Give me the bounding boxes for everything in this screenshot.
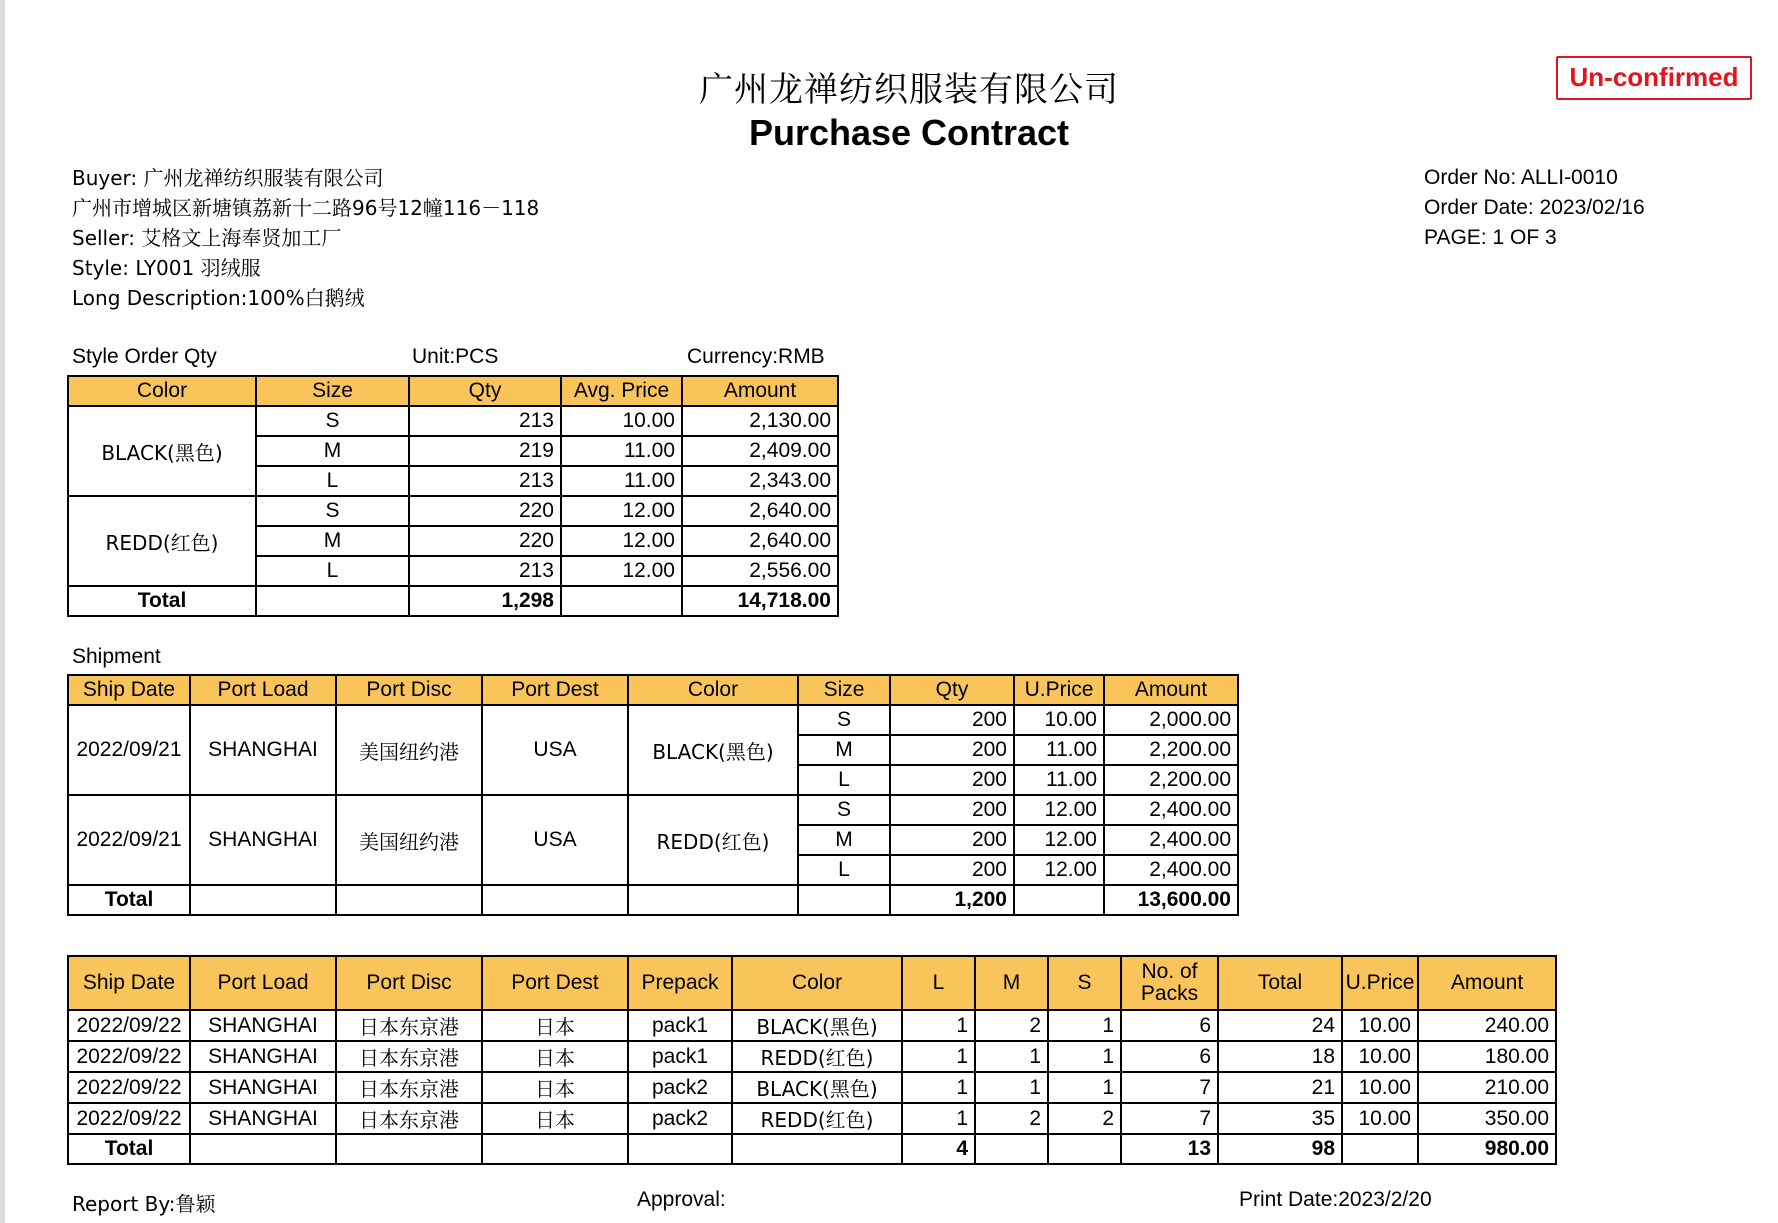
- port-dest-cell: 日本: [482, 1072, 628, 1103]
- amount-cell: 2,640.00: [682, 526, 838, 556]
- table-header-row: [68, 376, 838, 406]
- total-amount: 14,718.00: [682, 586, 838, 616]
- qty-cell: 220: [409, 496, 561, 526]
- column-header: Size: [798, 675, 890, 705]
- ship-date-cell: 2022/09/22: [68, 1041, 190, 1072]
- qty-cell: 219: [409, 436, 561, 466]
- empty-cell: [190, 1134, 336, 1164]
- qty-cell: 213: [409, 556, 561, 586]
- qty-cell: 200: [890, 795, 1014, 825]
- order-info: [1424, 163, 1645, 253]
- amount-cell: 2,400.00: [1104, 855, 1238, 885]
- total-cell: 18: [1218, 1041, 1342, 1072]
- page-number: PAGE: 1 OF 3: [1424, 226, 1557, 249]
- table-row: [68, 1103, 1556, 1134]
- long-description-line: Long Description:100%白鹅绒: [72, 286, 365, 310]
- empty-cell: [1342, 1134, 1418, 1164]
- table-header-row: [68, 956, 1556, 1010]
- amount-cell: 2,000.00: [1104, 705, 1238, 735]
- price-cell: 12.00: [561, 526, 682, 556]
- amount-cell: 2,640.00: [682, 496, 838, 526]
- page-edge: [0, 0, 5, 1223]
- qty-cell: 220: [409, 526, 561, 556]
- column-header: Amount: [682, 376, 838, 406]
- prepack-cell: pack2: [628, 1103, 732, 1134]
- price-cell: 12.00: [561, 556, 682, 586]
- table-row: [68, 496, 838, 526]
- column-header: Port Load: [190, 956, 336, 1010]
- port-disc-cell: 美国纽约港: [336, 795, 482, 885]
- size-cell: L: [256, 466, 409, 496]
- port-dest-cell: 日本: [482, 1010, 628, 1041]
- amount-cell: 180.00: [1418, 1041, 1556, 1072]
- size-cell: S: [798, 705, 890, 735]
- empty-cell: [190, 885, 336, 915]
- price-cell: 10.00: [1342, 1072, 1418, 1103]
- qty-cell: 200: [890, 735, 1014, 765]
- column-header: Qty: [890, 675, 1014, 705]
- price-cell: 11.00: [561, 466, 682, 496]
- packs-cell: 6: [1121, 1010, 1218, 1041]
- price-cell: 10.00: [1342, 1041, 1418, 1072]
- empty-cell: [628, 1134, 732, 1164]
- port-load-cell: SHANGHAI: [190, 1103, 336, 1134]
- total-row: [68, 885, 1238, 915]
- order-no: Order No: ALLI-0010: [1424, 166, 1618, 189]
- size-cell: S: [256, 496, 409, 526]
- packs-cell: 6: [1121, 1041, 1218, 1072]
- total-qty: 1,298: [409, 586, 561, 616]
- seller-line: Seller: 艾格文上海奉贤加工厂: [72, 226, 342, 250]
- column-header: Port Dest: [482, 956, 628, 1010]
- price-cell: 12.00: [1014, 795, 1104, 825]
- total-packs: 13: [1121, 1134, 1218, 1164]
- price-cell: 11.00: [1014, 765, 1104, 795]
- table-row: [68, 795, 1238, 825]
- prepack-table: [67, 955, 1557, 1165]
- empty-cell: [561, 586, 682, 616]
- ship-date-cell: 2022/09/22: [68, 1072, 190, 1103]
- ship-date-cell: 2022/09/21: [68, 705, 190, 795]
- color-cell: REDD(红色): [732, 1041, 902, 1072]
- l-cell: 1: [902, 1041, 975, 1072]
- column-header: Size: [256, 376, 409, 406]
- table-row: [68, 705, 1238, 735]
- amount-cell: 2,400.00: [1104, 795, 1238, 825]
- port-disc-cell: 美国纽约港: [336, 705, 482, 795]
- l-cell: 1: [902, 1072, 975, 1103]
- qty-cell: 200: [890, 705, 1014, 735]
- amount-cell: 2,130.00: [682, 406, 838, 436]
- color-cell: BLACK(黑色): [68, 406, 256, 496]
- s-cell: 1: [1048, 1041, 1121, 1072]
- port-disc-cell: 日本东京港: [336, 1010, 482, 1041]
- empty-cell: [798, 885, 890, 915]
- qty-cell: 213: [409, 406, 561, 436]
- amount-cell: 2,556.00: [682, 556, 838, 586]
- empty-cell: [1048, 1134, 1121, 1164]
- prepack-cell: pack2: [628, 1072, 732, 1103]
- port-load-cell: SHANGHAI: [190, 795, 336, 885]
- empty-cell: [732, 1134, 902, 1164]
- packs-cell: 7: [1121, 1072, 1218, 1103]
- address-line: 广州市增城区新塘镇荔新十二路96号12幢116－118: [72, 196, 540, 220]
- table-row: [68, 1041, 1556, 1072]
- m-cell: 2: [975, 1103, 1048, 1134]
- column-header: Color: [628, 675, 798, 705]
- empty-cell: [336, 885, 482, 915]
- price-cell: 10.00: [1014, 705, 1104, 735]
- ship-date-cell: 2022/09/22: [68, 1010, 190, 1041]
- column-header: Port Disc: [336, 956, 482, 1010]
- style-order-label: Style Order Qty: [72, 345, 217, 368]
- price-cell: 12.00: [561, 496, 682, 526]
- empty-cell: [975, 1134, 1048, 1164]
- m-cell: 1: [975, 1041, 1048, 1072]
- buyer-line: Buyer: 广州龙禅纺织服装有限公司: [72, 166, 384, 190]
- buyer-info: [72, 163, 539, 313]
- l-cell: 1: [902, 1103, 975, 1134]
- total-cell: 21: [1218, 1072, 1342, 1103]
- empty-cell: [628, 885, 798, 915]
- report-by: Report By:鲁颖: [72, 1192, 216, 1216]
- shipment-label: Shipment: [72, 645, 161, 668]
- column-header: S: [1048, 956, 1121, 1010]
- color-cell: REDD(红色): [628, 795, 798, 885]
- m-cell: 2: [975, 1010, 1048, 1041]
- unit-label: Unit:PCS: [412, 345, 499, 368]
- column-header: Port Dest: [482, 675, 628, 705]
- price-cell: 10.00: [1342, 1010, 1418, 1041]
- column-header: Ship Date: [68, 956, 190, 1010]
- color-cell: BLACK(黑色): [732, 1010, 902, 1041]
- m-cell: 1: [975, 1072, 1048, 1103]
- port-load-cell: SHANGHAI: [190, 705, 336, 795]
- column-header: M: [975, 956, 1048, 1010]
- column-header: U.Price: [1342, 956, 1418, 1010]
- empty-cell: [336, 1134, 482, 1164]
- price-cell: 11.00: [1014, 735, 1104, 765]
- column-header: Qty: [409, 376, 561, 406]
- port-load-cell: SHANGHAI: [190, 1072, 336, 1103]
- size-cell: M: [798, 825, 890, 855]
- print-date: Print Date:2023/2/20: [1239, 1188, 1432, 1211]
- empty-cell: [256, 586, 409, 616]
- port-disc-cell: 日本东京港: [336, 1072, 482, 1103]
- l-cell: 1: [902, 1010, 975, 1041]
- amount-cell: 2,409.00: [682, 436, 838, 466]
- size-cell: S: [256, 406, 409, 436]
- total-label: Total: [68, 1134, 190, 1164]
- column-header: Color: [732, 956, 902, 1010]
- amount-cell: 210.00: [1418, 1072, 1556, 1103]
- qty-cell: 200: [890, 825, 1014, 855]
- total-qty: 1,200: [890, 885, 1014, 915]
- size-cell: S: [798, 795, 890, 825]
- port-dest-cell: 日本: [482, 1041, 628, 1072]
- size-cell: M: [798, 735, 890, 765]
- column-header: Amount: [1104, 675, 1238, 705]
- prepack-cell: pack1: [628, 1010, 732, 1041]
- size-cell: L: [798, 855, 890, 885]
- total-l: 4: [902, 1134, 975, 1164]
- price-cell: 10.00: [1342, 1103, 1418, 1134]
- port-disc-cell: 日本东京港: [336, 1103, 482, 1134]
- price-cell: 11.00: [561, 436, 682, 466]
- total-cell: 24: [1218, 1010, 1342, 1041]
- shipment-table: [67, 674, 1239, 916]
- qty-cell: 200: [890, 765, 1014, 795]
- s-cell: 2: [1048, 1103, 1121, 1134]
- table-row: [68, 1010, 1556, 1041]
- status-badge: Un-confirmed: [1556, 56, 1752, 100]
- size-cell: L: [256, 556, 409, 586]
- empty-cell: [482, 885, 628, 915]
- empty-cell: [482, 1134, 628, 1164]
- company-name: 广州龙禅纺织服装有限公司: [699, 70, 1119, 110]
- amount-cell: 240.00: [1418, 1010, 1556, 1041]
- order-date: Order Date: 2023/02/16: [1424, 196, 1645, 219]
- empty-cell: [1014, 885, 1104, 915]
- color-cell: REDD(红色): [732, 1103, 902, 1134]
- style-line: Style: LY001 羽绒服: [72, 256, 261, 280]
- currency-label: Currency:RMB: [687, 345, 825, 368]
- column-header: Avg. Price: [561, 376, 682, 406]
- total-label: Total: [68, 885, 190, 915]
- total-amount: 980.00: [1418, 1134, 1556, 1164]
- column-header: Amount: [1418, 956, 1556, 1010]
- table-row: [68, 406, 838, 436]
- column-header: U.Price: [1014, 675, 1104, 705]
- port-dest-cell: 日本: [482, 1103, 628, 1134]
- column-header: Port Disc: [336, 675, 482, 705]
- amount-cell: 2,343.00: [682, 466, 838, 496]
- amount-cell: 2,200.00: [1104, 765, 1238, 795]
- ship-date-cell: 2022/09/21: [68, 795, 190, 885]
- qty-cell: 200: [890, 855, 1014, 885]
- table-header-row: [68, 675, 1238, 705]
- size-cell: M: [256, 436, 409, 466]
- color-cell: BLACK(黑色): [628, 705, 798, 795]
- total-row: [68, 586, 838, 616]
- column-header: Total: [1218, 956, 1342, 1010]
- size-cell: L: [798, 765, 890, 795]
- total-label: Total: [68, 586, 256, 616]
- total-row: [68, 1134, 1556, 1164]
- column-header: Color: [68, 376, 256, 406]
- packs-cell: 7: [1121, 1103, 1218, 1134]
- approval: Approval:: [637, 1188, 726, 1211]
- total-cell: 35: [1218, 1103, 1342, 1134]
- size-cell: M: [256, 526, 409, 556]
- port-load-cell: SHANGHAI: [190, 1010, 336, 1041]
- color-cell: REDD(红色): [68, 496, 256, 586]
- prepack-cell: pack1: [628, 1041, 732, 1072]
- port-load-cell: SHANGHAI: [190, 1041, 336, 1072]
- s-cell: 1: [1048, 1072, 1121, 1103]
- port-dest-cell: USA: [482, 795, 628, 885]
- style-order-table: [67, 375, 839, 617]
- column-header: L: [902, 956, 975, 1010]
- document-title: Purchase Contract: [748, 112, 1070, 153]
- qty-cell: 213: [409, 466, 561, 496]
- amount-cell: 2,200.00: [1104, 735, 1238, 765]
- column-header: Ship Date: [68, 675, 190, 705]
- s-cell: 1: [1048, 1010, 1121, 1041]
- table-row: [68, 1072, 1556, 1103]
- ship-date-cell: 2022/09/22: [68, 1103, 190, 1134]
- total-total: 98: [1218, 1134, 1342, 1164]
- column-header: No. of Packs: [1121, 956, 1218, 1010]
- port-dest-cell: USA: [482, 705, 628, 795]
- amount-cell: 350.00: [1418, 1103, 1556, 1134]
- port-disc-cell: 日本东京港: [336, 1041, 482, 1072]
- price-cell: 10.00: [561, 406, 682, 436]
- color-cell: BLACK(黑色): [732, 1072, 902, 1103]
- amount-cell: 2,400.00: [1104, 825, 1238, 855]
- price-cell: 12.00: [1014, 825, 1104, 855]
- column-header: Prepack: [628, 956, 732, 1010]
- column-header: Port Load: [190, 675, 336, 705]
- price-cell: 12.00: [1014, 855, 1104, 885]
- total-amount: 13,600.00: [1104, 885, 1238, 915]
